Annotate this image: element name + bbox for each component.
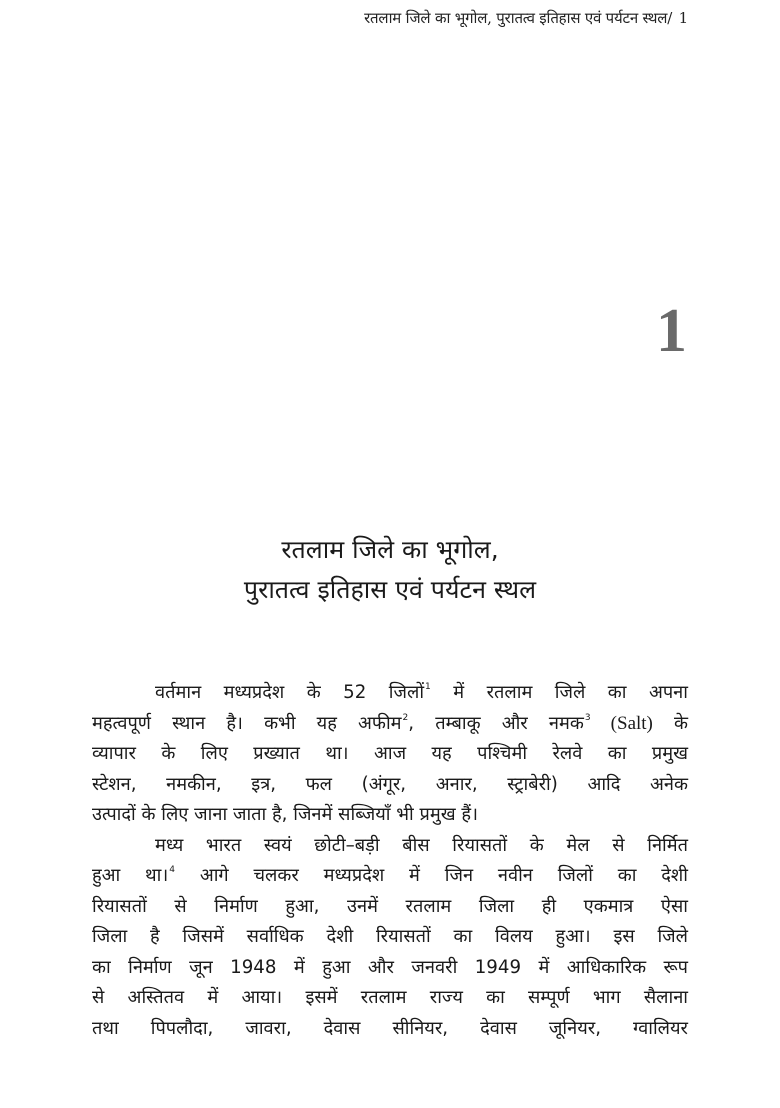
text-run: , तम्बाकू और नमक: [408, 712, 584, 734]
body-line-4: स्टेशन, नमकीन, इत्र, फल (अंगूर, अनार, स्ट्राबेरी) आदि अनेक: [92, 773, 688, 795]
chapter-title: [0, 530, 780, 610]
body-line-1: [92, 678, 688, 709]
chapter-number: 1: [656, 297, 687, 365]
running-header-separator: /: [667, 9, 673, 27]
body-line-11: से अस्तितव में आया। इसमें रतलाम राज्य का सम्पूर्ण भाग सैलाना: [92, 987, 688, 1008]
text-run: आगे चलकर मध्यप्रदेश में जिन नवीन जिलों का देशी: [175, 865, 688, 886]
footnote-marker: 2: [402, 712, 409, 723]
chapter-title-line-1: रतलाम जिले का भूगोल,: [281, 535, 499, 564]
body-line-5: उत्पादों के लिए जाना जाता है, जिनमें सब्जियाँ भी प्रमुख हैं।: [92, 804, 478, 825]
footnote-marker: 1: [425, 682, 431, 692]
text-run: हुआ था।: [92, 865, 169, 886]
body-line-9: जिला है जिसमें सर्वाधिक देशी रियासतों का विलय हुआ। इस जिले: [92, 926, 688, 947]
text-run: महत्वपूर्ण स्थान है। कभी यह अफीम: [92, 712, 402, 734]
body-line-3: व्यापार के लिए प्रख्यात था। आज यह पश्चिमी रेलवे का प्रमुख: [92, 743, 688, 764]
text-run: वर्तमान मध्यप्रदेश के 52 जिलों: [155, 682, 425, 703]
footnote-marker: 4: [169, 865, 176, 875]
body-line-6: मध्य भारत स्वयं छोटी–बड़ी बीस रियासतों के मेल से निर्मित: [155, 834, 688, 856]
running-header: [364, 8, 688, 28]
body-line-10: का निर्माण जून 1948 में हुआ और जनवरी 1949 में आधिकारिक रूप: [92, 956, 688, 978]
body-line-12: तथा पिपलौदा, जावरा, देवास सीनियर, देवास जूनियर, ग्वालियर: [92, 1017, 688, 1039]
running-header-title: रतलाम जिले का भूगोल, पुरातत्व इतिहास एवं पर्यटन स्थल: [364, 9, 668, 27]
body-line-2: [92, 709, 688, 740]
body-line-8: रियासतों से निर्माण हुआ, उनमें रतलाम जिला ही एकमात्र ऐसा: [92, 895, 688, 917]
footnote-marker: 3: [584, 712, 591, 723]
chapter-title-line-2: पुरातत्व इतिहास एवं पर्यटन स्थल: [243, 575, 537, 604]
text-run-latin: (Salt): [590, 712, 653, 734]
body-text: [92, 678, 688, 1044]
text-run: में रतलाम जिले का अपना: [430, 682, 688, 703]
text-run: के: [652, 712, 689, 734]
page-number: 1: [678, 9, 688, 27]
body-line-7: [92, 861, 688, 892]
